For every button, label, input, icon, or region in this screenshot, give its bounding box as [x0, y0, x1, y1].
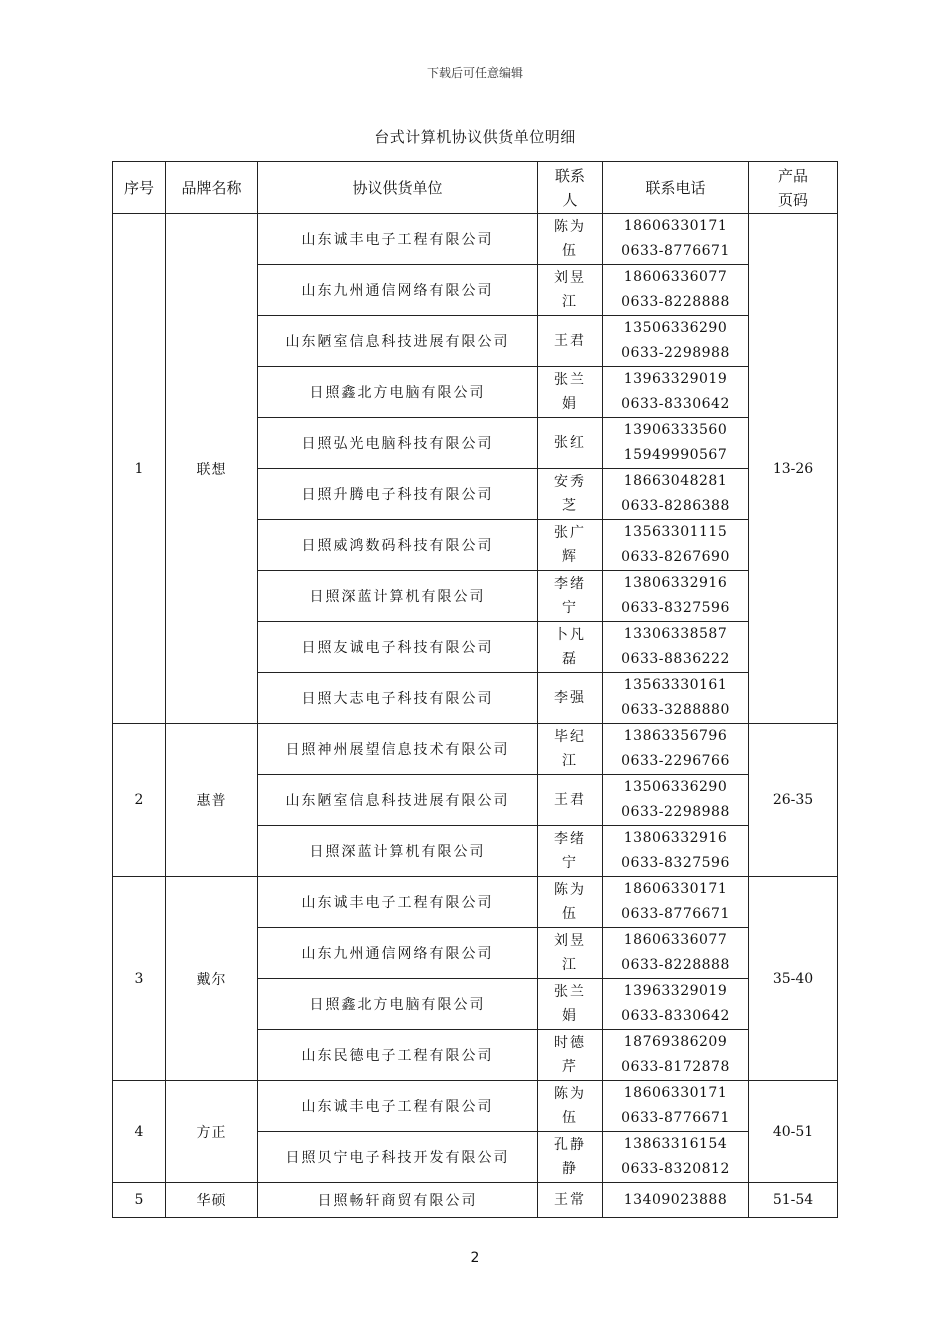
phone-number: 18606330171 — [623, 218, 728, 234]
seq-cell: 4 — [113, 1081, 166, 1183]
phone-cell — [603, 571, 749, 622]
phone-number: 0633-8330642 — [621, 396, 730, 412]
phone-number: 13963329019 — [623, 983, 728, 999]
phone-number: 0633-8776671 — [621, 1110, 730, 1126]
contact-cell: 刘昱江 — [538, 265, 603, 316]
phone-number: 13906333560 — [623, 422, 728, 438]
phone-number: 18606336077 — [623, 932, 728, 948]
phone-cell — [603, 724, 749, 775]
phone-number: 0633-2298988 — [621, 804, 730, 820]
seq-cell: 1 — [113, 214, 166, 724]
header-phone: 联系电话 — [603, 162, 749, 214]
contact-cell: 张兰娟 — [538, 979, 603, 1030]
phone-cell — [603, 979, 749, 1030]
supplier-cell: 山东九州通信网络有限公司 — [258, 265, 538, 316]
contact-cell: 李绪宁 — [538, 826, 603, 877]
supplier-cell: 日照深蓝计算机有限公司 — [258, 571, 538, 622]
supplier-cell: 山东民德电子工程有限公司 — [258, 1030, 538, 1081]
phone-cell — [603, 1132, 749, 1183]
document-title: 台式计算机协议供货单位明细 — [374, 128, 576, 146]
phone-number: 13506336290 — [623, 320, 728, 336]
phone-number: 13506336290 — [623, 779, 728, 795]
phone-cell — [603, 214, 749, 265]
header-seq: 序号 — [113, 162, 166, 214]
contact-cell: 李强 — [538, 673, 603, 724]
phone-number: 0633-8172878 — [621, 1059, 730, 1075]
table-row — [113, 877, 838, 928]
supplier-cell: 日照鑫北方电脑有限公司 — [258, 979, 538, 1030]
supplier-cell: 日照升腾电子科技有限公司 — [258, 469, 538, 520]
contact-cell: 王君 — [538, 316, 603, 367]
phone-number: 13306338587 — [623, 626, 728, 642]
supplier-cell: 日照大志电子科技有限公司 — [258, 673, 538, 724]
phone-number: 15949990567 — [623, 447, 728, 463]
phone-number: 0633-8327596 — [621, 855, 730, 871]
contact-cell: 毕纪江 — [538, 724, 603, 775]
table-row — [113, 724, 838, 775]
supplier-cell: 日照畅轩商贸有限公司 — [258, 1183, 538, 1218]
phone-number: 0633-8267690 — [621, 549, 730, 565]
table-row — [113, 1183, 838, 1218]
contact-cell: 陈为伍 — [538, 214, 603, 265]
supplier-cell: 日照深蓝计算机有限公司 — [258, 826, 538, 877]
phone-number: 13963329019 — [623, 371, 728, 387]
phone-number: 13863316154 — [623, 1136, 728, 1152]
phone-number: 0633-8836222 — [621, 651, 730, 667]
supplier-cell: 山东诚丰电子工程有限公司 — [258, 214, 538, 265]
phone-number: 0633-8330642 — [621, 1008, 730, 1024]
phone-number: 0633-8776671 — [621, 243, 730, 259]
phone-cell — [603, 1030, 749, 1081]
phone-cell — [603, 316, 749, 367]
supplier-cell: 山东陋室信息科技进展有限公司 — [258, 316, 538, 367]
phone-cell — [603, 469, 749, 520]
brand-cell: 方正 — [166, 1081, 258, 1183]
supplier-cell: 山东陋室信息科技进展有限公司 — [258, 775, 538, 826]
contact-cell: 张红 — [538, 418, 603, 469]
contact-cell: 王常 — [538, 1183, 603, 1218]
contact-cell: 陈为伍 — [538, 877, 603, 928]
phone-cell — [603, 826, 749, 877]
phone-cell — [603, 775, 749, 826]
phone-number: 18606336077 — [623, 269, 728, 285]
phone-number: 0633-2296766 — [621, 753, 730, 769]
supplier-cell: 山东九州通信网络有限公司 — [258, 928, 538, 979]
seq-cell: 3 — [113, 877, 166, 1081]
pages-cell: 40-51 — [749, 1081, 838, 1183]
contact-cell: 孔静静 — [538, 1132, 603, 1183]
table-row — [113, 1081, 838, 1132]
contact-cell: 陈为伍 — [538, 1081, 603, 1132]
phone-number: 0633-8776671 — [621, 906, 730, 922]
contact-cell: 刘昱江 — [538, 928, 603, 979]
phone-number: 0633-8228888 — [621, 957, 730, 973]
pages-cell: 26-35 — [749, 724, 838, 877]
phone-cell — [603, 418, 749, 469]
brand-cell: 联想 — [166, 214, 258, 724]
phone-number: 13409023888 — [623, 1191, 728, 1208]
table-row — [113, 214, 838, 265]
header-supplier: 协议供货单位 — [258, 162, 538, 214]
phone-cell — [603, 673, 749, 724]
phone-number: 18769386209 — [623, 1034, 728, 1050]
supplier-cell: 山东诚丰电子工程有限公司 — [258, 877, 538, 928]
phone-cell — [603, 928, 749, 979]
pages-cell: 51-54 — [749, 1183, 838, 1218]
supplier-table — [112, 161, 838, 1218]
phone-number: 18663048281 — [623, 473, 728, 489]
contact-cell: 卜凡磊 — [538, 622, 603, 673]
phone-cell — [603, 877, 749, 928]
phone-number: 13863356796 — [623, 728, 728, 744]
phone-number: 0633-8327596 — [621, 600, 730, 616]
supplier-cell: 日照贝宁电子科技开发有限公司 — [258, 1132, 538, 1183]
contact-cell: 时德芹 — [538, 1030, 603, 1081]
phone-number: 13563301115 — [623, 524, 728, 540]
brand-cell: 惠普 — [166, 724, 258, 877]
download-note: 下载后可任意编辑 — [426, 66, 523, 80]
phone-number: 0633-3288880 — [621, 702, 730, 718]
phone-cell — [603, 1081, 749, 1132]
phone-number: 0633-8286388 — [621, 498, 730, 514]
phone-cell — [603, 367, 749, 418]
phone-cell — [603, 265, 749, 316]
seq-cell: 5 — [113, 1183, 166, 1218]
phone-number: 0633-2298988 — [621, 345, 730, 361]
phone-cell — [603, 1183, 749, 1218]
phone-number: 18606330171 — [623, 1085, 728, 1101]
pages-cell: 35-40 — [749, 877, 838, 1081]
table-body — [113, 214, 838, 1218]
phone-number: 18606330171 — [623, 881, 728, 897]
supplier-cell: 日照友诚电子科技有限公司 — [258, 622, 538, 673]
phone-cell — [603, 622, 749, 673]
phone-number: 13563330161 — [623, 677, 728, 693]
contact-cell: 张广辉 — [538, 520, 603, 571]
phone-number: 0633-8228888 — [621, 294, 730, 310]
phone-cell — [603, 520, 749, 571]
header-contact: 联系人 — [538, 162, 603, 214]
table-header-row — [113, 162, 838, 214]
seq-cell: 2 — [113, 724, 166, 877]
supplier-cell: 日照鑫北方电脑有限公司 — [258, 367, 538, 418]
brand-cell: 戴尔 — [166, 877, 258, 1081]
contact-cell: 安秀芝 — [538, 469, 603, 520]
brand-cell: 华硕 — [166, 1183, 258, 1218]
contact-cell: 李绪宁 — [538, 571, 603, 622]
pages-cell: 13-26 — [749, 214, 838, 724]
header-pages: 产品页码 — [749, 162, 838, 214]
phone-number: 13806332916 — [623, 575, 728, 591]
phone-number: 13806332916 — [623, 830, 728, 846]
contact-cell: 王君 — [538, 775, 603, 826]
page-number: 2 — [470, 1250, 480, 1266]
phone-number: 0633-8320812 — [621, 1161, 730, 1177]
header-brand: 品牌名称 — [166, 162, 258, 214]
supplier-cell: 日照威鸿数码科技有限公司 — [258, 520, 538, 571]
supplier-cell: 日照神州展望信息技术有限公司 — [258, 724, 538, 775]
supplier-cell: 山东诚丰电子工程有限公司 — [258, 1081, 538, 1132]
supplier-cell: 日照弘光电脑科技有限公司 — [258, 418, 538, 469]
contact-cell: 张兰娟 — [538, 367, 603, 418]
